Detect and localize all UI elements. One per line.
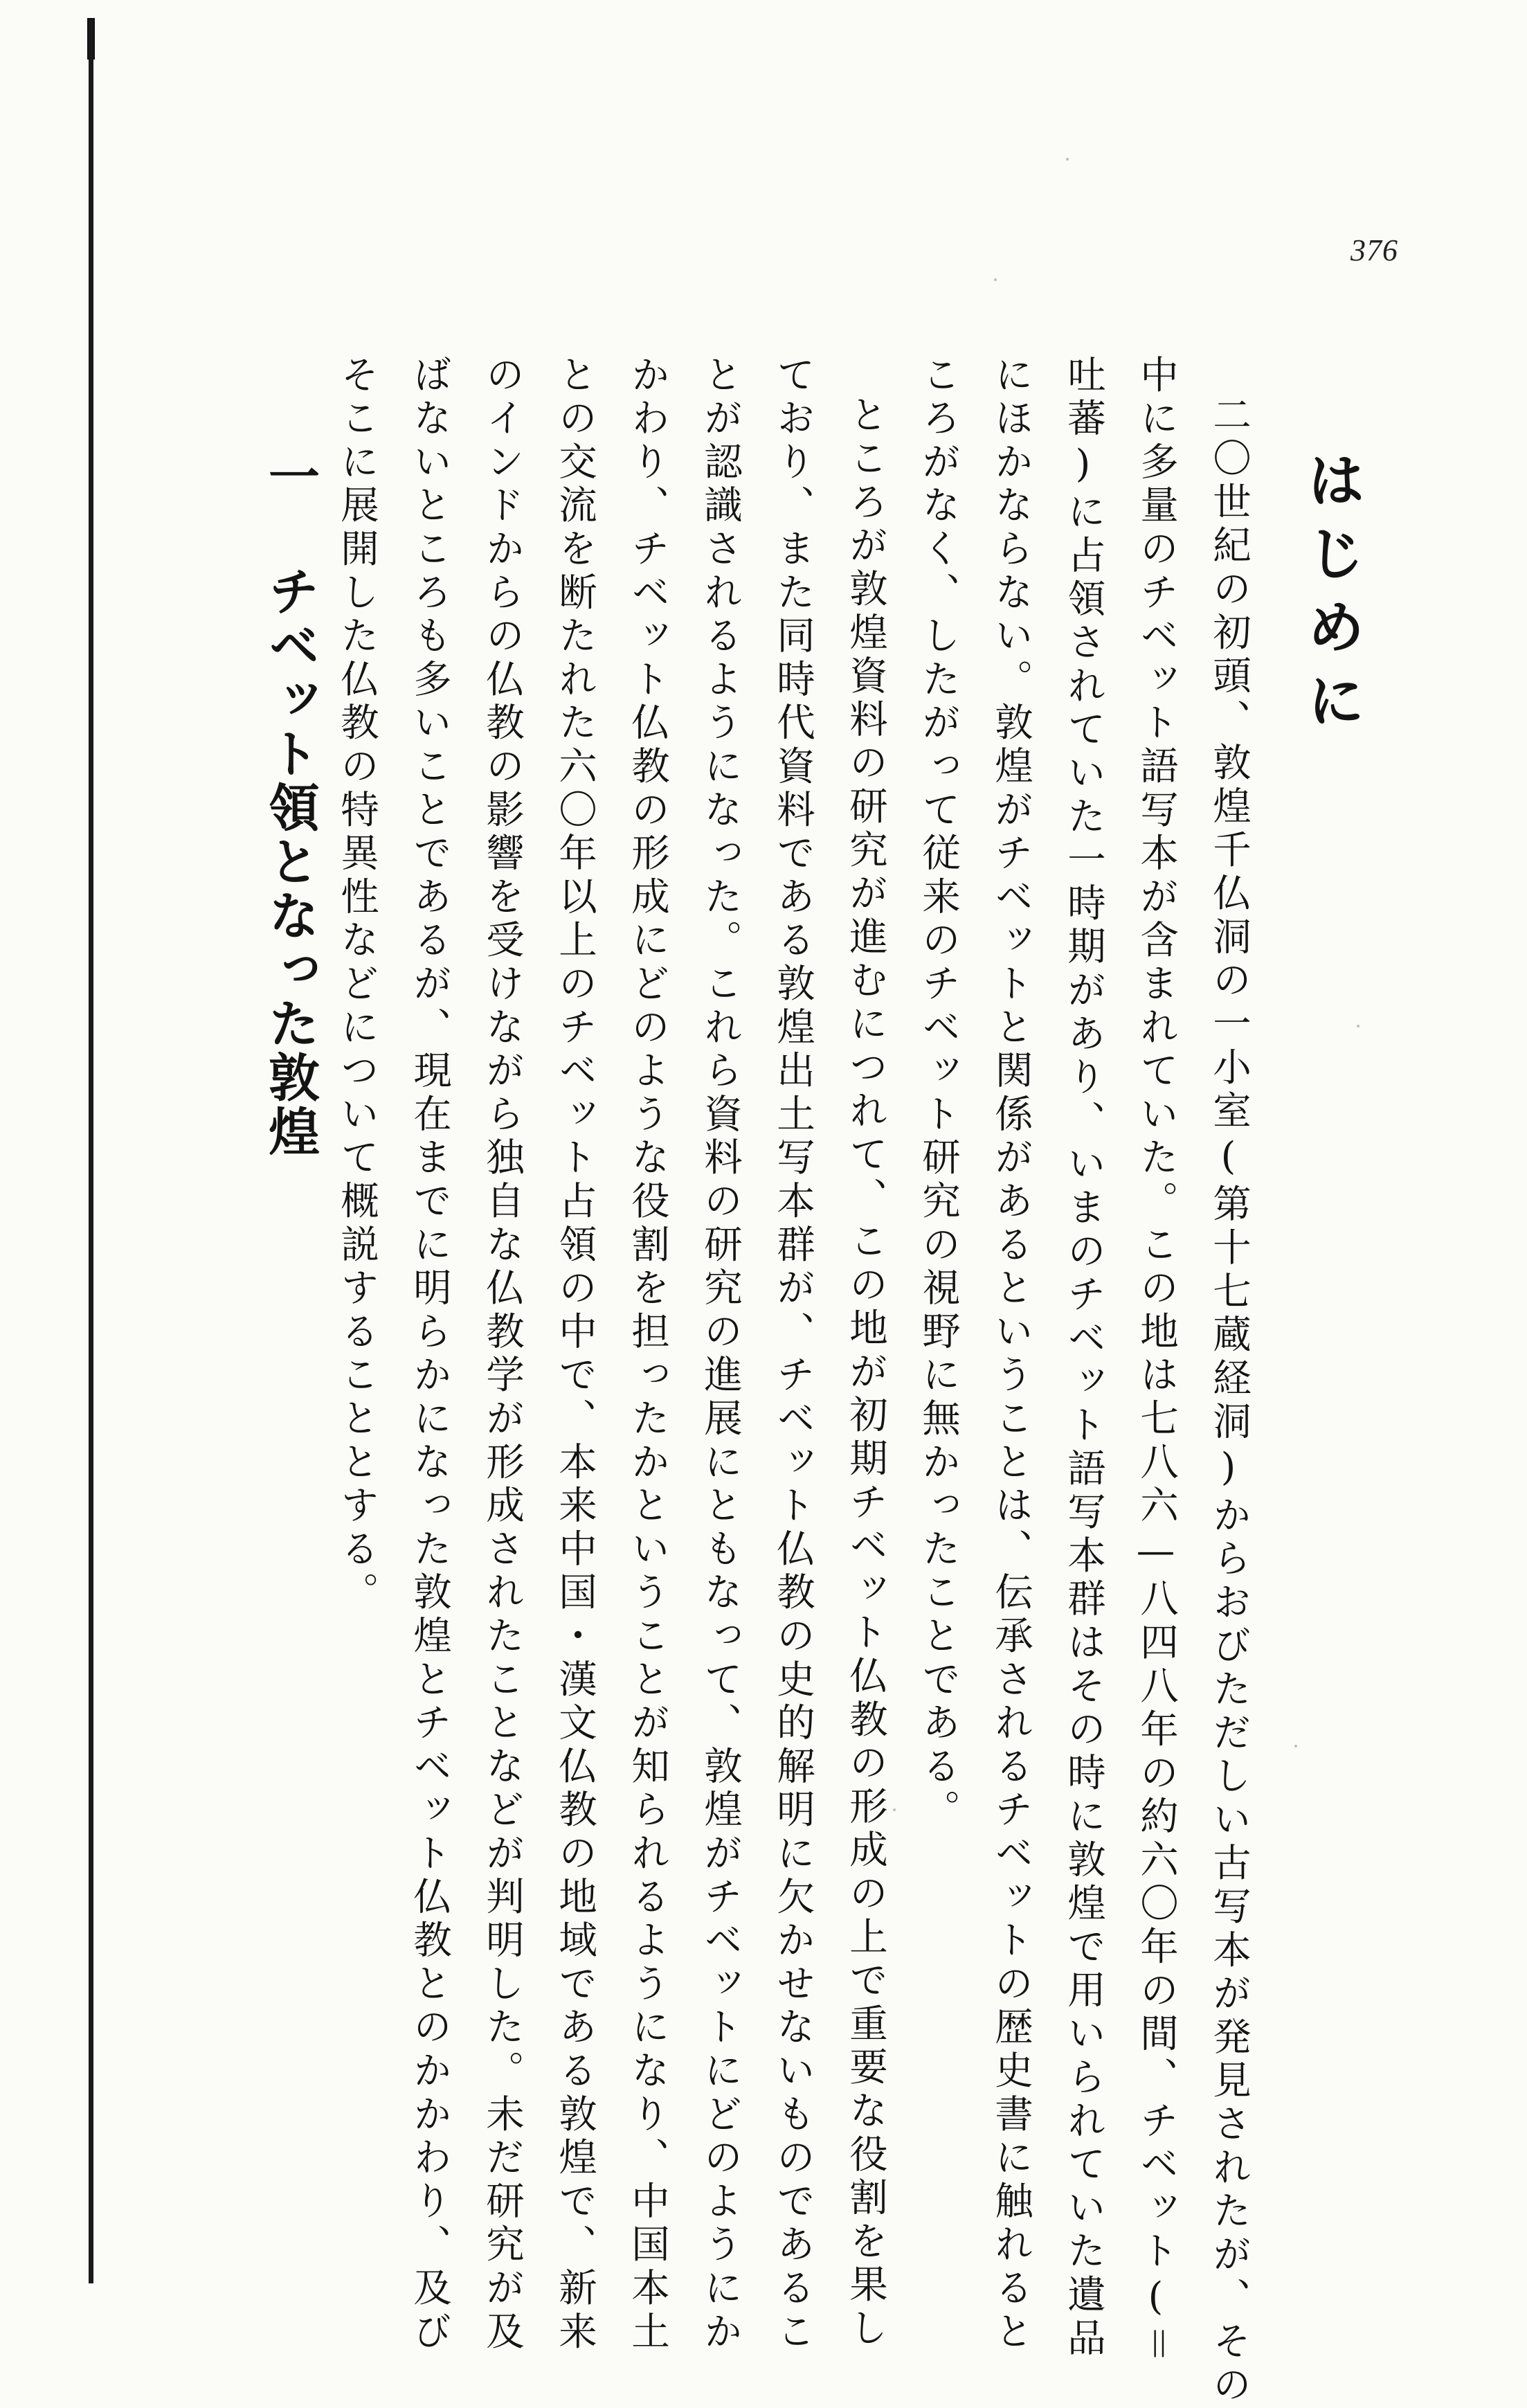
- body-line: との交流を断たれた六〇年以上のチベット占領の中で、本来中国・漢文仏教の地域である敦煌で、新来: [552, 354, 597, 2355]
- section-number: 一: [260, 450, 320, 504]
- body-line: そこに展開した仏教の特異性などについて概説することとする。: [334, 354, 379, 1616]
- body-line: 吐蕃)に占領されていた一時期があり、いまのチベット語写本群はその時に敦煌で用いられていた遺品: [1060, 354, 1105, 2362]
- chapter-title: はじめに: [1298, 450, 1366, 744]
- body-line: とが認識されるようになった。これら資料の研究の進展にともなって、敦煌がチベットにどのようにか: [697, 354, 742, 2355]
- body-line: ており、また同時代資料である敦煌出土写本群が、チベット仏教の史的解明に欠かせないものであるこ: [770, 354, 815, 2355]
- body-line: のインドからの仏教の影響を受けながら独自な仏教学が形成されたことなどが判明した。未だ研究が及: [479, 354, 524, 2355]
- paper-speck: [994, 278, 997, 281]
- body-line: にほかならない。敦煌がチベットと関係があるということは、伝承されるチベットの歴史書に触れると: [988, 354, 1033, 2355]
- binding-edge-rule: [89, 19, 93, 2283]
- paper-speck: [1294, 1745, 1297, 1747]
- body-line: ころがなく、したがって従来のチベット研究の視野に無かったことである。: [915, 354, 960, 1833]
- body-line: 二〇世紀の初頭、敦煌千仏洞の一小室(第十七蔵経洞)からおびただしい古写本が発見されたが、その: [1206, 395, 1251, 2408]
- body-line: かわり、チベット仏教の形成にどのような役割を担ったかということが知られるようになり、中国本土: [624, 354, 669, 2355]
- paper-speck: [1066, 158, 1069, 161]
- section-heading: [260, 450, 320, 1159]
- body-line: ところが敦煌資料の研究が進むにつれて、この地が初期チベット仏教の形成の上で重要な役割を果し: [842, 395, 887, 2351]
- paper-speck: [893, 1808, 896, 1811]
- paper-speck: [1357, 1025, 1359, 1027]
- body-line: 中に多量のチベット語写本が含まれていた。この地は七八六—八四八年の約六〇年の間、チベット(＝: [1133, 354, 1178, 2368]
- page-number: 376: [1350, 233, 1398, 267]
- body-line: ばないところも多いことであるが、現在までに明らかになった敦煌とチベット仏教とのかかわり、及び: [406, 354, 451, 2355]
- section-title: チベット領となった敦煌: [260, 565, 320, 1159]
